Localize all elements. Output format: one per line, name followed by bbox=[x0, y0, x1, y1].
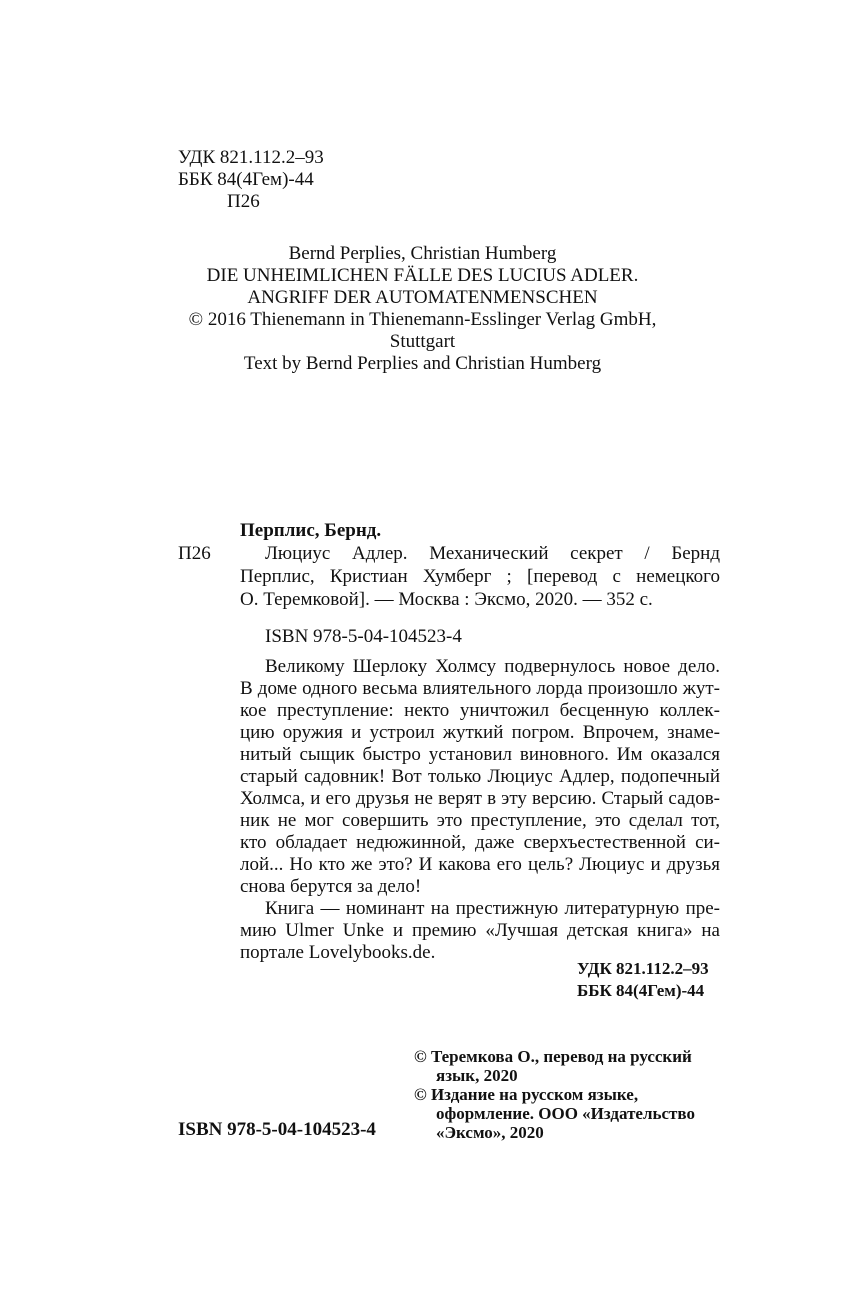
copyright-line: «Эксмо», 2020 bbox=[436, 1123, 544, 1142]
original-title: DIE UNHEIMLICHEN FÄLLE DES LUCIUS ADLER. bbox=[206, 265, 639, 286]
annotation-line: В доме одного весьма влиятельного лорда произошло жут- bbox=[240, 678, 720, 699]
bbk-code: ББК 84(4Гем)-44 bbox=[178, 169, 314, 190]
annotation-line: кто обладает недюжинной, даже сверхъестественной си- bbox=[240, 832, 720, 853]
description-line: Люциус Адлер. Механический секрет / Бернд bbox=[265, 543, 720, 564]
original-text-credit: Text by Bernd Perplies and Christian Humberg bbox=[243, 353, 602, 374]
annotation-line: старый садовник! Вот только Люциус Адлер, подопечный bbox=[240, 766, 720, 787]
copyright-line: язык, 2020 bbox=[436, 1066, 518, 1085]
annotation-line: мию Ulmer Unke и премию «Лучшая детская книга» на bbox=[240, 920, 720, 941]
isbn-line: ISBN 978-5-04-104523-4 bbox=[265, 626, 462, 647]
author-heading: Перплис, Бернд. bbox=[240, 520, 382, 541]
udk-code-bold: УДК 821.112.2–93 bbox=[577, 959, 709, 978]
annotation-line: нитый сыщик быстро установил виновного. Им оказался bbox=[240, 744, 720, 765]
original-copyright: © 2016 Thienemann in Thienemann-Esslinger Verlag GmbH, bbox=[188, 309, 657, 330]
bbk-code-bold: ББК 84(4Гем)-44 bbox=[577, 981, 705, 1000]
author-mark: П26 bbox=[227, 191, 260, 212]
annotation-line: Книга — номинант на престижную литературную пре- bbox=[265, 898, 720, 919]
annotation-line: снова берутся за дело! bbox=[240, 876, 422, 897]
original-authors: Bernd Perplies, Christian Humberg bbox=[288, 243, 557, 264]
annotation-line: Великому Шерлоку Холмсу подвернулось новое дело. bbox=[265, 656, 720, 677]
description-line: Перплис, Кристиан Хумберг ; [перевод с немецкого bbox=[240, 566, 720, 587]
annotation-line: лой... Но кто же это? И какова его цель? Люциус и друзья bbox=[240, 854, 720, 875]
copyright-line: © Теремкова О., перевод на русский bbox=[414, 1047, 692, 1066]
copyright-line: © Издание на русском языке, bbox=[414, 1085, 639, 1104]
annotation-line: кое преступление: некто уничтожил бесценную коллек- bbox=[240, 700, 720, 721]
original-city: Stuttgart bbox=[389, 331, 456, 352]
annotation-line: порталe Lovelybooks.de. bbox=[240, 942, 436, 963]
isbn-footer: ISBN 978-5-04-104523-4 bbox=[178, 1119, 376, 1140]
udk-code: УДК 821.112.2–93 bbox=[178, 147, 324, 168]
annotation-line: Холмса, и его друзья не верят в эту версию. Старый садов- bbox=[240, 788, 720, 809]
annotation-line: цию оружия и устроил жуткий погром. Впрочем, знаме- bbox=[240, 722, 720, 743]
copyright-line: оформление. ООО «Издательство bbox=[436, 1104, 695, 1123]
annotation-line: ник не мог совершить это преступление, это сделал тот, bbox=[240, 810, 720, 831]
description-line: О. Теремковой]. — Москва : Эксмо, 2020. — 352 с. bbox=[240, 589, 653, 610]
author-mark-2: П26 bbox=[178, 543, 211, 564]
original-subtitle: ANGRIFF DER AUTOMATENMENSCHEN bbox=[247, 287, 598, 308]
